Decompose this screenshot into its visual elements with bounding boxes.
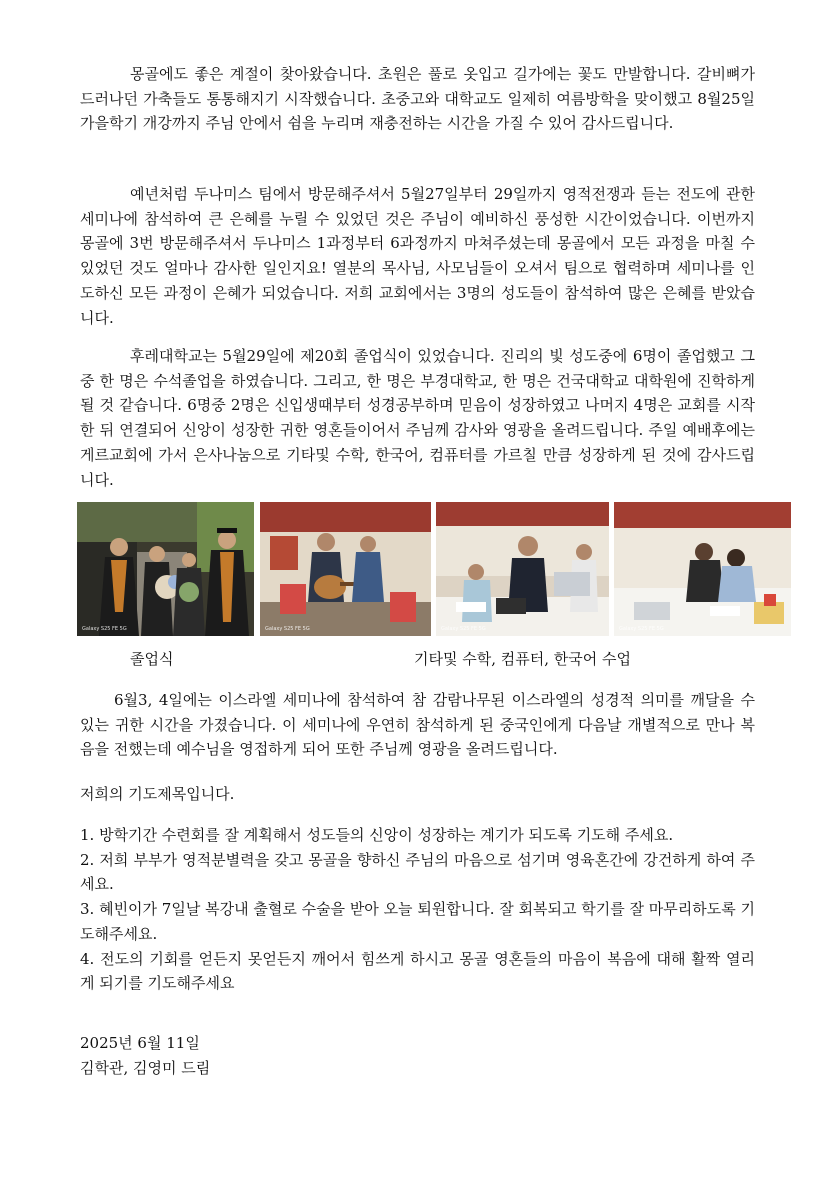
signature-block: [80, 1031, 210, 1080]
prayer-item: 1. 방학기간 수련회를 잘 계획해서 성도들의 신앙이 성장하는 계기가 되도록 기도해 주세요.: [80, 826, 674, 844]
study-class-photo: [436, 502, 609, 636]
camera-watermark: Galaxy S25 FE 5G: [619, 626, 664, 632]
camera-watermark: Galaxy S25 FE 5G: [265, 626, 310, 632]
classes-caption: 기타및 수학, 컴퓨터, 한국어 수업: [414, 650, 631, 668]
prayer-item: 4. 전도의 기회를 얻든지 못얻든지 깨어서 힘쓰게 하시고 몽골 영혼들의 마음이 복음에 대해 활짝 열리게 되기를 기도해주세요: [80, 949, 755, 993]
camera-watermark: Galaxy S25 FE 5G: [441, 626, 486, 632]
graduation-photo: [77, 502, 254, 636]
camera-watermark: Galaxy S25 FE 5G: [82, 626, 127, 632]
prayer-list: [80, 823, 755, 996]
guitar-lesson-photo: [260, 502, 431, 636]
paragraph-israel-seminar: 6월3, 4일에는 이스라엘 세미나에 참석하여 참 감람나무된 이스라엘의 성경적 의미를 깨달을 수 있는 귀한 시간을 가졌습니다. 이 세미나에 우연히 참석하게 된 중국인에게 다음날 개별적으로 만나 복음을 전했는데 예수님을 영접하게 되어 또한 주님께 영광을 올려드립니다.: [80, 691, 755, 759]
graduation-caption: 졸업식: [130, 650, 174, 668]
prayer-title: 저희의 기도제목입니다.: [80, 785, 235, 803]
prayer-item: 2. 저희 부부가 영적분별력을 갖고 몽골을 향하신 주님의 마음으로 섬기며 영육혼간에 강건하게 하여 주세요.: [80, 850, 755, 894]
paragraph-graduation: 후레대학교는 5월29일에 제20회 졸업식이 있었습니다. 진리의 빛 성도중에 6명이 졸업했고 그 중 한 명은 수석졸업을 하였습니다. 그리고, 한 명은 부경대학교, 한 명은 건국대학교 대학원에 진학하게 될 것 같습니다. 6명중 2명은 신입생때부터 성경공부하며 믿음이 성장하였고 나머지 4명은 교회를 시작한 뒤 연결되어 신앙이 성장한 귀한 영혼들이어서 주님께 감사와 영광을 올려드립니다. 주일 예배후에는 게르교회에 가서 은사나눔으로 기타및 수학, 한국어, 컴퓨터를 가르칠 만큼 성장하게 된 것에 감사드립니다.: [80, 347, 755, 489]
prayer-item: 3. 혜빈이가 7일날 복강내 출혈로 수술을 받아 오늘 퇴원합니다. 잘 회복되고 학기를 잘 마무리하도록 기도해주세요.: [80, 900, 755, 943]
signature-names: 김학관, 김영미 드림: [80, 1058, 211, 1077]
korean-class-photo: [614, 502, 791, 636]
paragraph-season: 몽골에도 좋은 계절이 찾아왔습니다. 초원은 풀로 옷입고 길가에는 꽃도 만발합니다. 갈비뼈가 드러나던 가축들도 통통해지기 시작했습니다. 초중고와 대학교도 일제히 여름방학을 맞이했고 8월25일 가을학기 개강까지 주님 안에서 쉼을 누리며 재충전하는 시간을 가질 수 있어 감사드립니다.: [80, 65, 755, 133]
paragraph-dunamis-seminar: 예년처럼 두나미스 팀에서 방문해주셔서 5월27일부터 29일까지 영적전쟁과 듣는 전도에 관한 세미나에 참석하여 큰 은혜를 누릴 수 있었던 것은 주님이 예비하신 풍성한 시간이었습니다. 이번까지 몽골에 3번 방문해주셔서 두나미스 1과정부터 6과정까지 마쳐주셨는데 몽골에서 모든 과정을 마칠 수 있었던 것도 얼마나 감사한 일인지요! 열분의 목사님, 사모님들이 오셔서 팀으로 협력하며 세미나를 인도하신 모든 과정이 은혜가 되었습니다. 저희 교회에서는 3명의 성도들이 참석하여 많은 은혜를 받았습니다.: [80, 185, 755, 327]
letter-date: 2025년 6월 11일: [80, 1034, 200, 1052]
